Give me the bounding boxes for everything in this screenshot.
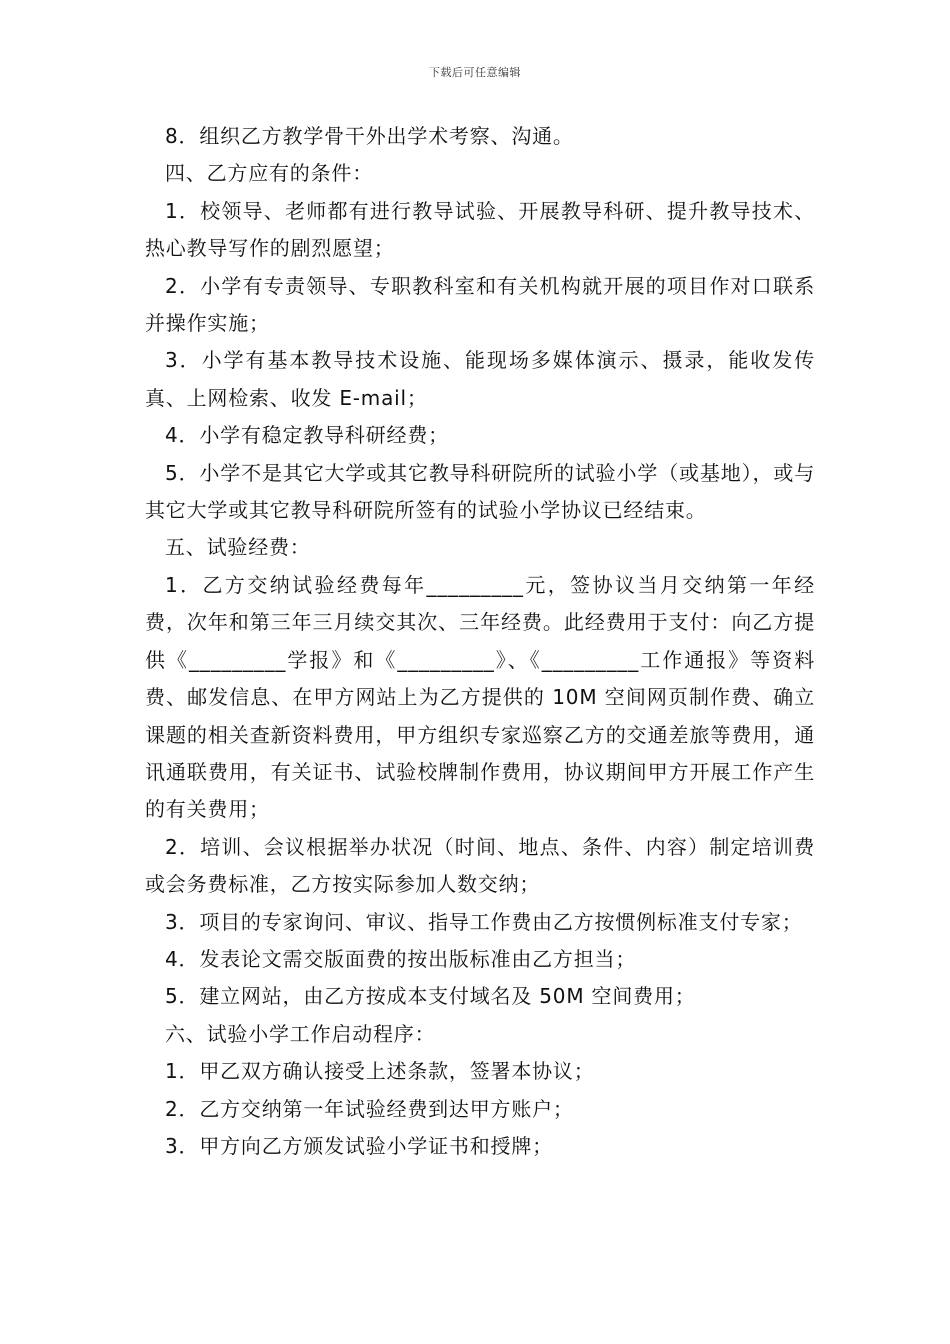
paragraph: 5．建立网站，由乙方按成本支付域名及 50M 空间费用； [165, 984, 696, 1009]
paragraph: 4．发表论文需交版面费的按出版标准由乙方担当； [165, 946, 637, 971]
paragraph: 3．小学有基本教导技术设施、能现场多媒体演示、摄录，能收发传真、上网检索、收发 E-mail； [145, 348, 815, 410]
paragraph: 5．小学不是其它大学或其它教导科研院所的试验小学（或基地），或与其它大学或其它教导科研院所签有的试验小学协议已经结束。 [145, 460, 815, 523]
paragraph: 2．乙方交纳第一年试验经费到达甲方账户； [165, 1096, 574, 1121]
paragraph: 1．甲乙双方确认接受上述条款，签署本协议； [165, 1059, 595, 1084]
section-heading: 四、乙方应有的条件： [165, 161, 373, 186]
document-body [145, 118, 815, 1165]
paragraph: 3．甲方向乙方颁发试验小学证书和授牌； [165, 1133, 553, 1158]
paragraph: 2．培训、会议根据举办状况（时间、地点、条件、内容）制定培训费或会务费标准，乙方按实际参加人数交纳； [145, 834, 815, 897]
paragraph: 3．项目的专家询问、审议、指导工作费由乙方按惯例标准支付专家； [165, 909, 803, 934]
page-header: 下载后可任意编辑 [429, 66, 521, 79]
section-heading: 六、试验小学工作启动程序： [165, 1021, 436, 1046]
paragraph: 1．乙方交纳试验经费每年_________元，签协议当月交纳第一年经费，次年和第三年三月续交其次、三年经费。此经费用于支付：向乙方提供《_________学报》和《_________》、《_________工作通报》等资料费、邮发信息、在甲方网站上为乙方提供的 10M 空间网页制作费、确立课题的相关查新资料费用，甲方组织专家巡察乙方的交通差旅等费用，通讯通联费用，有关证书、试验校牌制作费用，协议期间甲方开展工作产生的有关费用； [145, 572, 815, 822]
paragraph: 4．小学有稳定教导科研经费； [165, 423, 449, 448]
paragraph: 8．组织乙方教学骨干外出学术考察、沟通。 [165, 124, 574, 148]
paragraph: 2．小学有专责领导、专职教科室和有关机构就开展的项目作对口联系并操作实施； [145, 273, 815, 336]
section-heading: 五、试验经费： [165, 535, 311, 560]
paragraph: 1．校领导、老师都有进行教导试验、开展教导科研、提升教导技术、热心教导写作的剧烈愿望； [145, 198, 815, 261]
